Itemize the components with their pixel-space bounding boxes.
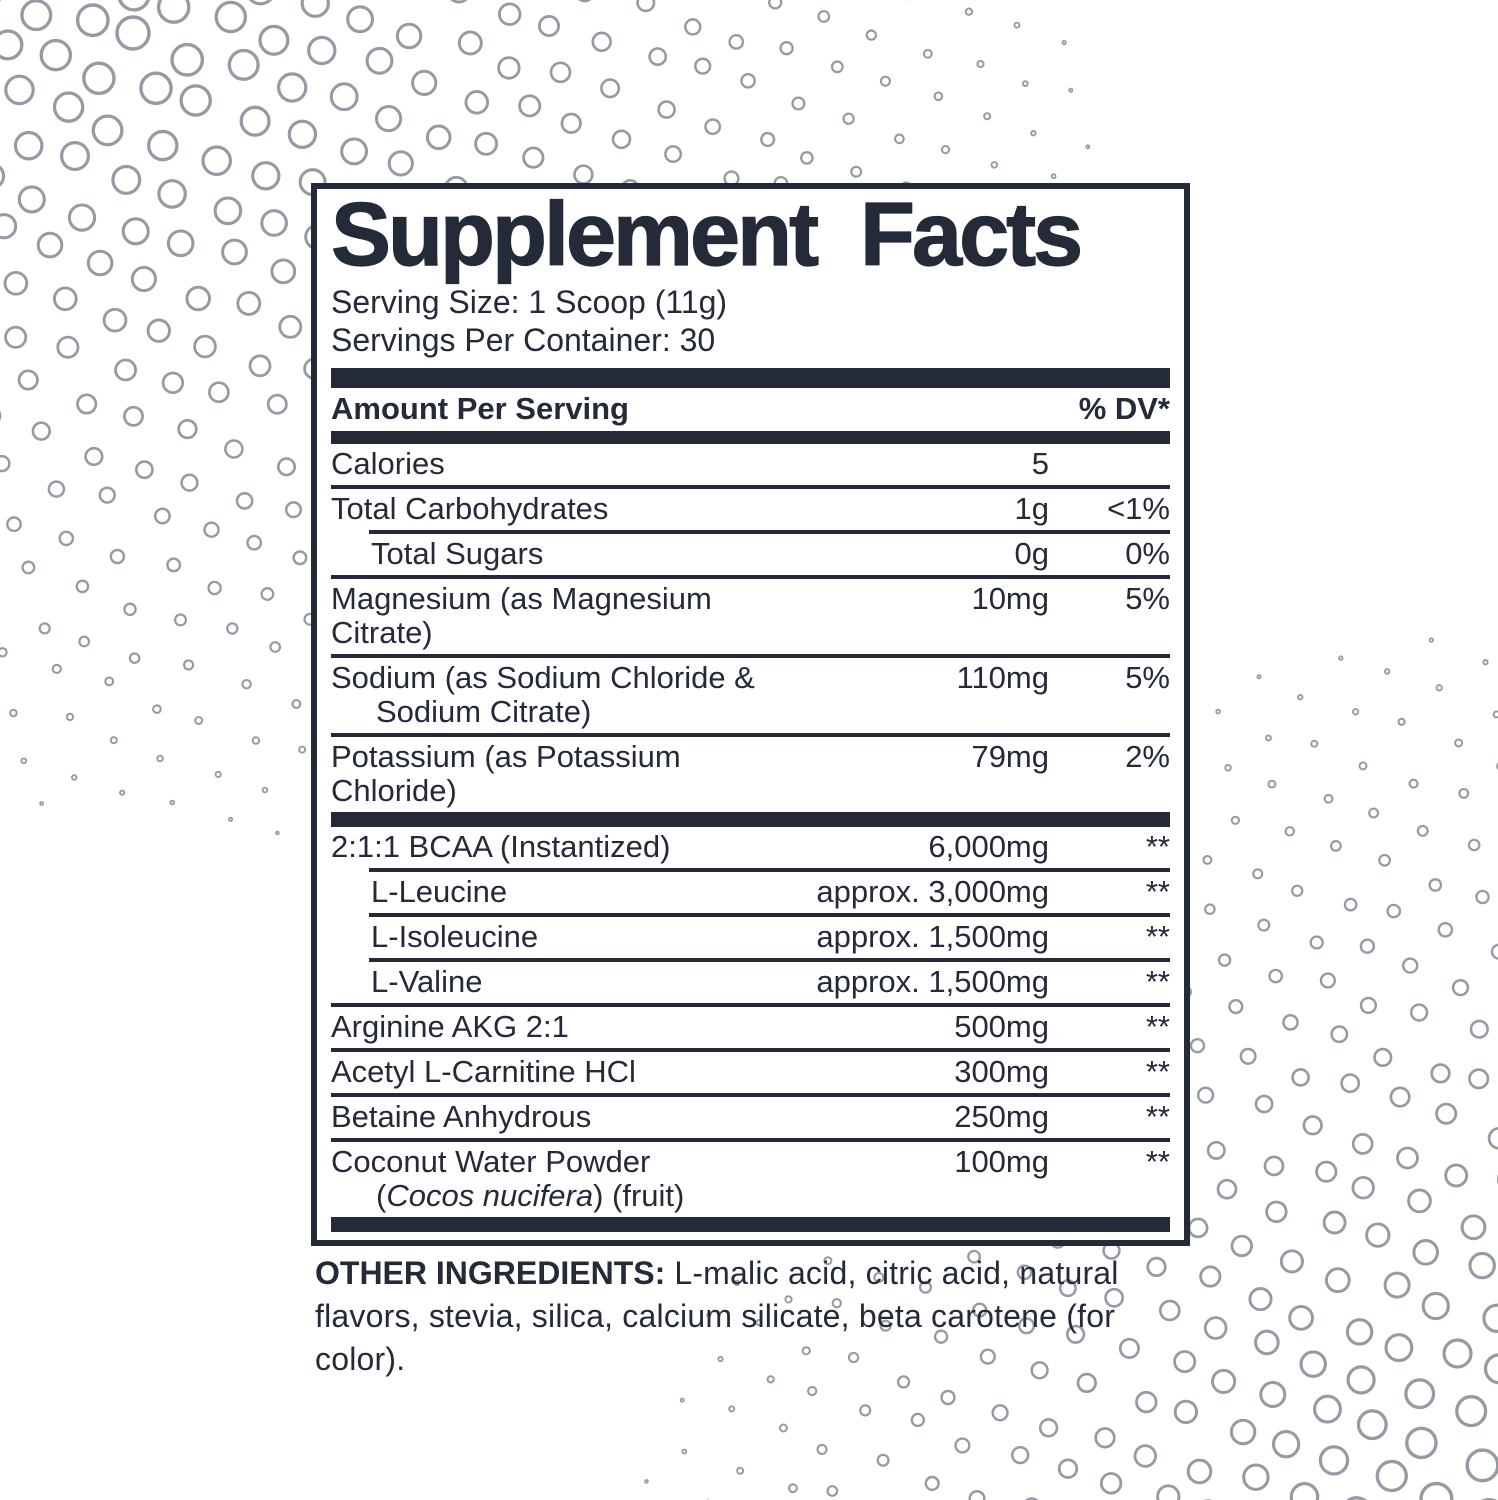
- nutrient-amount: 5: [1031, 445, 1049, 481]
- nutrient-name: L-Isoleucine: [371, 918, 539, 954]
- nutrient-dv: **: [1145, 1143, 1170, 1179]
- nutrient-dv: **: [1145, 1098, 1170, 1134]
- separator-bar-top: [331, 368, 1170, 388]
- nutrient-row: [331, 962, 1170, 1003]
- nutrient-amount: 6,000mg: [928, 828, 1049, 864]
- nutrient-amount: 1g: [1014, 490, 1049, 526]
- nutrient-name: Coconut Water Powder (Cocos nucifera) (fruit): [331, 1143, 685, 1213]
- nutrient-row: [331, 658, 1170, 733]
- nutrient-rows: [331, 444, 1170, 1232]
- separator-bar-header: [331, 431, 1170, 444]
- nutrient-name: Calories: [331, 445, 445, 481]
- nutrient-name: L-Valine: [371, 963, 483, 999]
- nutrient-row: [331, 489, 1170, 530]
- nutrient-name: Potassium (as Potassium Chloride): [331, 738, 681, 808]
- nutrient-name: L-Leucine: [371, 873, 508, 909]
- nutrient-name: Betaine Anhydrous: [331, 1098, 592, 1134]
- nutrient-row: [331, 917, 1170, 958]
- nutrient-name: Arginine AKG 2:1: [331, 1008, 569, 1044]
- other-ingredients-text: L-malic acid, citric acid, natural flavors, stevia, silica, calcium silicate, beta carotene (for color).: [315, 1255, 1119, 1377]
- nutrient-row: [331, 1052, 1170, 1093]
- nutrient-name: Total Sugars: [371, 535, 544, 571]
- nutrient-name: Total Carbohydrates: [331, 490, 609, 526]
- nutrient-amount: approx. 3,000mg: [816, 873, 1049, 909]
- nutrient-amount: 300mg: [954, 1053, 1049, 1089]
- servings-per-container: Servings Per Container: 30: [331, 321, 716, 358]
- nutrient-row: [331, 534, 1170, 575]
- supplement-facts-panel: [311, 183, 1190, 1246]
- nutrient-dv: **: [1145, 1008, 1170, 1044]
- nutrient-row: [331, 1142, 1170, 1217]
- nutrient-row: [331, 1097, 1170, 1138]
- nutrient-row: [331, 579, 1170, 654]
- separator-bar: [331, 812, 1170, 827]
- nutrient-name: Acetyl L-Carnitine HCl: [331, 1053, 636, 1089]
- nutrient-amount: 0g: [1014, 535, 1049, 571]
- serving-info: [331, 283, 1170, 359]
- nutrient-dv: **: [1145, 918, 1170, 954]
- nutrient-amount: 10mg: [971, 580, 1049, 616]
- nutrient-dv: 5%: [1125, 580, 1170, 616]
- percent-dv-header: % DV*: [1078, 390, 1170, 426]
- nutrient-row: [331, 872, 1170, 913]
- other-ingredients-label: OTHER INGREDIENTS:: [315, 1255, 666, 1291]
- other-ingredients: [315, 1252, 1200, 1381]
- nutrient-name: Sodium (as Sodium Chloride & Sodium Citrate): [331, 659, 755, 729]
- serving-size: Serving Size: 1 Scoop (11g): [331, 283, 728, 320]
- amount-per-serving-header: Amount Per Serving: [331, 390, 629, 426]
- column-headers: [331, 388, 1170, 431]
- nutrient-row: [331, 737, 1170, 812]
- nutrient-dv: **: [1145, 873, 1170, 909]
- nutrient-amount: 250mg: [954, 1098, 1049, 1134]
- nutrient-dv: **: [1145, 963, 1170, 999]
- nutrient-dv: <1%: [1107, 490, 1170, 526]
- nutrient-row: [331, 444, 1170, 485]
- nutrient-dv: **: [1145, 828, 1170, 864]
- nutrient-row: [331, 1007, 1170, 1048]
- nutrient-name: 2:1:1 BCAA (Instantized): [331, 828, 671, 864]
- nutrient-dv: 2%: [1125, 738, 1170, 774]
- nutrient-amount: 79mg: [971, 738, 1049, 774]
- footnote-daily-values: [331, 1239, 1170, 1246]
- nutrient-dv: **: [1145, 1053, 1170, 1089]
- nutrient-name: Magnesium (as Magnesium Citrate): [331, 580, 712, 650]
- nutrient-amount: 500mg: [954, 1008, 1049, 1044]
- panel-title: Supplement Facts: [331, 185, 1081, 285]
- nutrient-amount: 100mg: [954, 1143, 1049, 1179]
- nutrient-dv: 0%: [1125, 535, 1170, 571]
- nutrient-amount: 110mg: [956, 659, 1049, 695]
- footnotes: [331, 1232, 1170, 1246]
- nutrient-row: [331, 827, 1170, 868]
- nutrient-amount: approx. 1,500mg: [816, 963, 1049, 999]
- nutrient-amount: approx. 1,500mg: [816, 918, 1049, 954]
- nutrient-dv: 5%: [1125, 659, 1170, 695]
- separator-bar: [331, 1217, 1170, 1232]
